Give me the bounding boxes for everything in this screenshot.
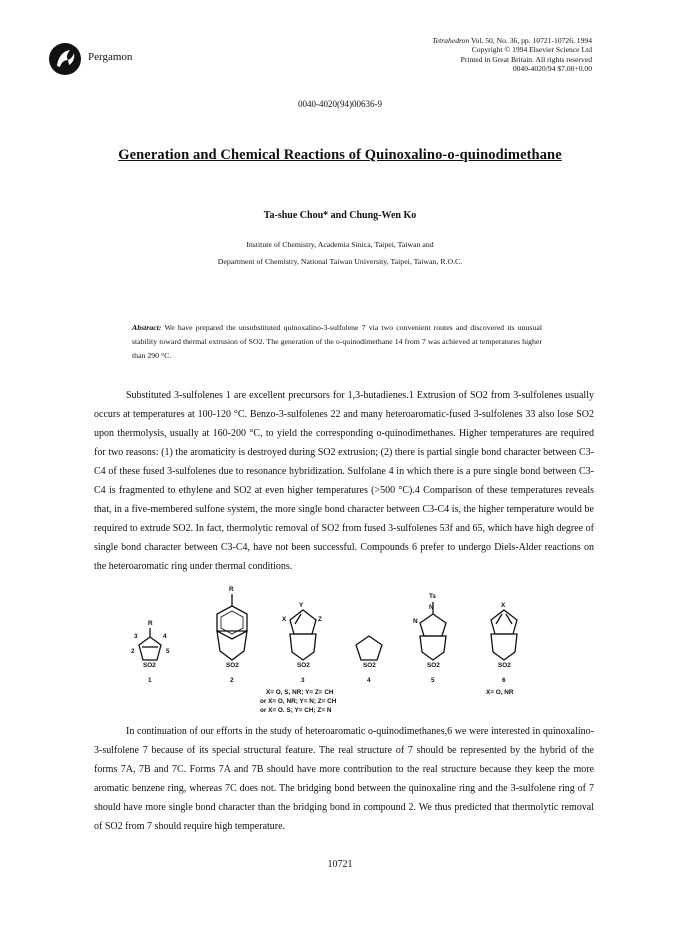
label-z: Z [318,616,322,623]
label-r-1: R [148,620,153,627]
pergamon-logo [48,42,82,76]
compound-scheme [100,586,580,720]
abstract-text: We have prepared the unsubstituted quinoxalino-3-sulfolene 7 via two convenient routes and discovered its unusual stability toward thermal extrusion of SO2. The generation of the o-quinodimethane 14 from 7 was achieved at temperatures higher than 290 °C. [132,323,542,360]
paragraph-1: Substituted 3-sulfolenes 1 are excellent precursors for 1,3-butadienes.1 Extrusion of SO2 from 3-sulfolenes usually occurs at temperatures at 100-120 °C. Benzo-3-sulfolenes 22 and many heteroaromatic-fused 3-sulfolenes 33 also lose SO2 upon thermolysis, usually at 160-200 °C, to yield the corresponding o-quinodimethanes. Higher temperatures are required for two reasons: (1) the aromaticity is destroyed during SO2 extrusion; (2) there is partial single bond character between C3-C4 of these fused 3-sulfolenes due to resonance hybridization. Sulfolane 4 in which there is a pure single bond between C3-C4 is fragmented to ethylene and SO2 at even higher temperatures (>500 °C).4 Comparison of these temperatures reveals that, in a five-membered sulfone system, the more single bond character between C3-C4 is, the higher temperature would be required to extrude SO2. In fact, thermolytic removal of SO2 from fused 3-sulfolenes 53f and 65, which have high degree of single bond character between C3-C4, have not been successful. Compounds 6 prefer to undergo Diels-Alder reactions on the heteroaromatic ring under thermal conditions. [94,390,594,572]
so2-label-2: SO2 [226,662,239,669]
article-code: 0040-4020(94)00636-9 [298,99,382,109]
label-y: Y [299,602,304,609]
copyright-line: Copyright © 1994 Elsevier Science Ltd [471,45,592,55]
label-pos-3: 3 [134,633,138,640]
label-r-2: R [229,586,234,593]
caption-3-line-1: X= O, S, NR; Y= Z= CH [266,689,334,696]
printed-line: Printed in Great Britain. All rights reserved [460,54,592,64]
affiliation-2: Department of Chemistry, National Taiwan University, Taipei, Taiwan, R.O.C. [217,257,463,266]
label-n-1: N [429,604,434,611]
journal-info [312,36,592,74]
author-list: Ta-shue Chou* and Chung-Wen Ko [263,210,417,221]
label-ts: Ts [429,593,436,600]
caption-3-line-2: or X= O, NR; Y= N; Z= CH [260,698,337,705]
paragraph-2: In continuation of our efforts in the study of heteroaromatic o-quinodimethanes,6 we were interested in quinoxalino-3-sulfolene 7 because of its special structural feature. The real structure of 7 should be represented by the hybrid of the forms 7A, 7B and 7C. Forms 7A and 7B should have more contribution to the real structure because they keep the more aromatic benzene ring, whereas 7C does not. The bridging bond between the quinoxaline ring and the 3-sulfolene ring of 7 should have more single bond character than the bridging bond in compound 2. We thus predicted that thermolytic removal of SO2 from 7 should require high temperature. [94,726,594,832]
compound-number-6: 6 [502,677,506,684]
compound-number-5: 5 [431,677,435,684]
abstract-label: Abstract: [132,323,162,332]
label-pos-2: 2 [131,648,135,655]
compound-number-2: 2 [230,677,234,684]
so2-label-6: SO2 [498,662,511,669]
structure-3 [290,610,316,660]
publisher-name: Pergamon [88,51,133,63]
so2-label-3: SO2 [297,662,310,669]
so2-label-4: SO2 [363,662,376,669]
journal-volume: Vol. 50, No. 36, pp. 10721-10726, 1994 [471,36,592,45]
structure-6 [491,610,517,660]
abstract [132,321,542,363]
intro-paragraph [94,386,594,576]
structure-1 [139,628,161,660]
structure-2 [217,594,247,660]
compound-number-1: 1 [148,677,152,684]
structures-drawing [100,590,580,685]
label-pos-4: 4 [163,633,167,640]
caption-3-line-3: or X= O. S; Y= CH; Z= N [260,707,332,714]
structure-4 [356,636,382,660]
affiliation-1: Institute of Chemistry, Academia Sinica, Taipei, Taiwan and [246,240,434,249]
label-x: X [282,616,287,623]
article-title: Generation and Chemical Reactions of Quinoxalino-o-quinodimethane [118,147,562,163]
issn-price: 0040-4020/94 $7.00+0.00 [512,64,592,74]
label-x-6: X [501,602,506,609]
page-number: 10721 [327,859,353,870]
caption-6: X= O, NR [486,689,514,696]
so2-label-1: SO2 [143,662,156,669]
journal-name: Tetrahedron [432,36,470,45]
compound-number-4: 4 [367,677,371,684]
continuation-paragraph [94,722,594,836]
label-pos-5: 5 [166,648,170,655]
label-n-2: N [413,618,418,625]
so2-label-5: SO2 [427,662,440,669]
compound-number-3: 3 [301,677,305,684]
